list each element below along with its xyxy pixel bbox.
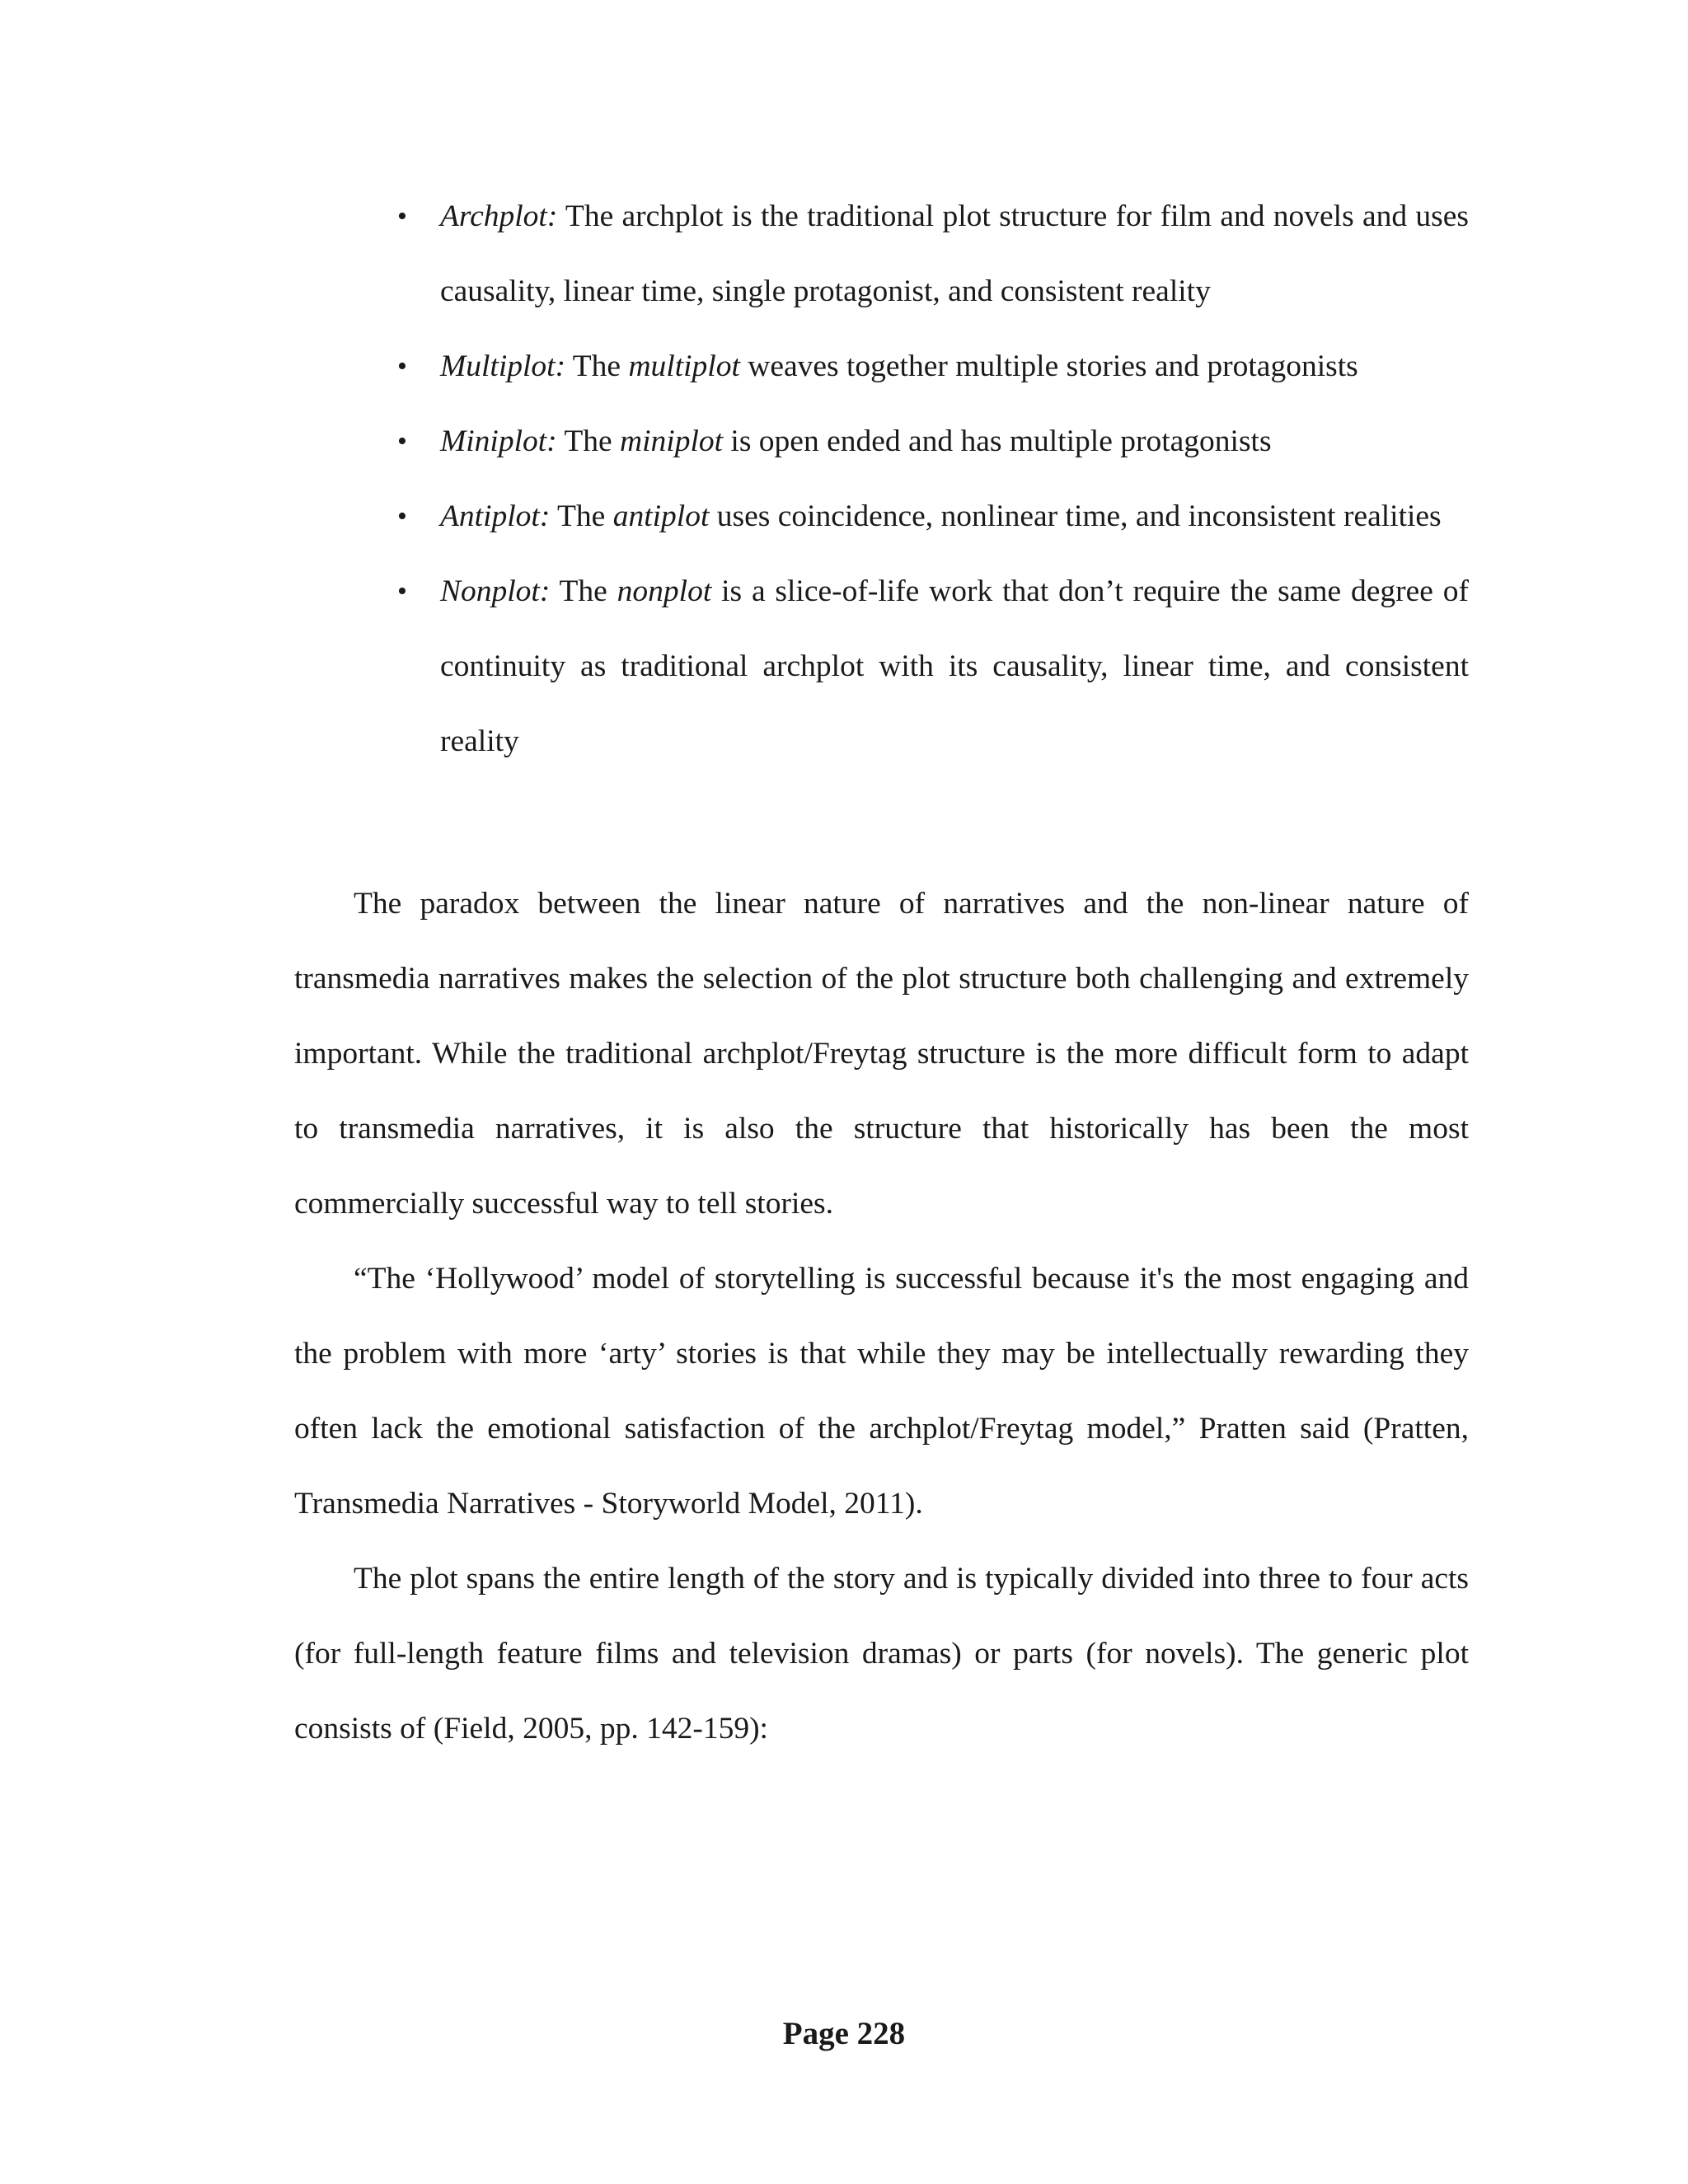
list-item-text: The archplot is the traditional plot structure for film and novels and uses causality, linear time, single protagonist, and consistent reality — [440, 199, 1469, 308]
list-item-emphasis: miniplot — [620, 424, 724, 458]
list-item-text-end: uses coincidence, nonlinear time, and inconsistent realities — [709, 499, 1442, 533]
list-item-text: The — [550, 499, 613, 533]
bullet-icon: • — [397, 576, 407, 607]
list-item — [294, 329, 1469, 404]
bullet-icon: • — [397, 201, 407, 232]
list-item-text-end: is open ended and has multiple protagonists — [723, 424, 1272, 458]
paragraph: “The ‘Hollywood’ model of storytelling is successful because it's the most engaging and the problem with more ‘arty’ stories is that while they may be intellectually rewarding they often lack the emotional satisfaction of the archplot/Freytag model,” Pratten said (Pratten, Transmedia Narratives - Storyworld Model, 2011). — [294, 1262, 1469, 1521]
list-item-emphasis: multiplot — [628, 349, 740, 383]
list-item-emphasis: nonplot — [617, 574, 712, 608]
paragraph: The plot spans the entire length of the story and is typically divided into three to four acts (for full-length feature films and television dramas) or parts (for novels). The generic plot consists of (Field, 2005, pp. 142-159): — [294, 1562, 1469, 1746]
list-item — [294, 554, 1469, 779]
bullet-icon: • — [397, 501, 407, 532]
list-item — [294, 479, 1469, 554]
plot-types-list — [294, 179, 1469, 779]
list-item-term: Archplot: — [440, 199, 558, 233]
list-item-text: The — [565, 349, 629, 383]
list-item-term: Antiplot: — [440, 499, 551, 533]
bullet-icon: • — [397, 351, 407, 382]
list-item — [294, 404, 1469, 479]
list-item-text: The — [550, 574, 617, 608]
page-number: Page 228 — [782, 2016, 906, 2051]
list-item-term: Multiplot: — [440, 349, 566, 383]
paragraph: The paradox between the linear nature of narratives and the non-linear nature of transmedia narratives makes the selection of the plot structure both challenging and extremely important. While the traditional archplot/Freytag structure is the more difficult form to adapt to transmedia narratives, it is also the structure that historically has been the most commercially successful way to tell stories. — [294, 887, 1469, 1221]
bullet-icon: • — [397, 426, 407, 457]
list-item-text-end: weaves together multiple stories and protagonists — [739, 349, 1358, 383]
list-item — [294, 179, 1469, 329]
body-text — [294, 866, 1469, 1766]
list-item-text: The — [556, 424, 621, 458]
list-item-term: Miniplot: — [440, 424, 557, 458]
list-item-term: Nonplot: — [440, 574, 551, 608]
list-item-emphasis: antiplot — [612, 499, 710, 533]
list-item-text-end: is a slice-of-life work that don’t require the same degree of continuity as traditional archplot with its causality, linear time, and consistent reality — [440, 574, 1470, 758]
